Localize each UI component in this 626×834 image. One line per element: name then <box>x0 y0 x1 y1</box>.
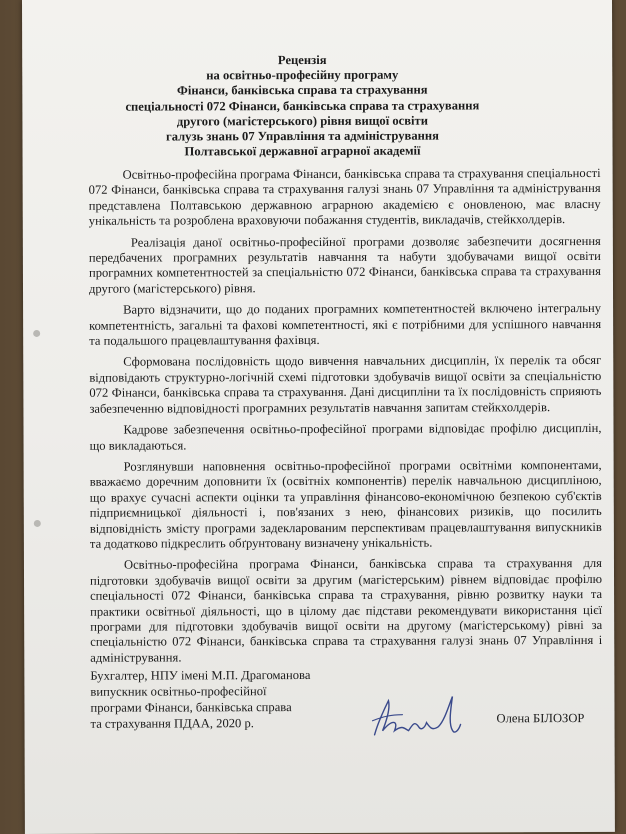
title-line: галузь знань 07 Управління та адміністрування <box>165 128 440 144</box>
title-line: на освітньо-професійну програму <box>206 67 399 83</box>
document-title <box>22 52 582 160</box>
paragraph: Освітньо-професійна програма Фінанси, банківська справа та страхування спеціальності 072 Фінанси, банківська справа та страхування галузі знань 07 Управління та адміністрування представлена Полтавською державною аграрною академією є оновленою, має власну унікальність та розроблена враховуючи побажання студентів, викладачів, стейкхолдерів. <box>88 165 601 228</box>
title-line: Рецензія <box>277 52 327 68</box>
paragraph: Реалізація даної освітньо-професійної програми дозволяє забезпечити досягнення передбачених програмних результатів навчання та набути здобувачами вищої освіти програмних компетентностей за спеціальністю 072 Фінанси, банківська справа та страхування другого (магістерського) рівня. <box>88 233 601 296</box>
paragraph: Освітньо-професійна програма Фінанси, банківська справа та страхування для підготовки здобувачів вищої освіти за другим (магістерським) рівнем відповідає профілю спеціальності 072 Фінанси, банківська справа та страхування, рівню розвитку науки та практики освітньої діяльності, що в цілому дає підстави рекомендувати використання цієї програми для підготовки здобувачів вищої освіти на другому (магістерському) рівні за спеціальністю 072 Фінанси, банківська справа та страхування галузі знань 07 Управління і адміністрування. <box>90 556 603 665</box>
title-line: Фінанси, банківська справа та страхування <box>177 82 428 98</box>
title-line: Полтавської державної аграрної академії <box>184 143 421 159</box>
reviewer-line: випускник освітньо-професійної <box>90 684 267 699</box>
signature-stroke <box>374 696 460 734</box>
review-document-page <box>22 0 615 834</box>
reviewer-line: програми Фінанси, банківська справа <box>90 700 292 715</box>
binding-hole-icon <box>34 520 41 527</box>
reviewer-line: та страхування ПДАА, 2020 р. <box>90 716 254 731</box>
title-line: другого (магістерського) рівня вищої освіти <box>176 113 428 129</box>
paragraph: Розглянувши наповнення освітньо-професійної програми освітніми компонентами, вважаємо доречним доповнити їх (освітніх компонентів) перелік навчальною дисципліною, що врахує сучасні аспекти оцінки та управління фінансово-економічною безпекою суб'єктів підприємницької діяльності і, пов'язаних з нею, фінансових ризиків, що посилить відповідність змісту програми задекларованим перспективам працевлаштування випускників та додатково підкреслить обґрунтовану визначену унікальність. <box>89 457 602 551</box>
paragraph: Сформована послідовність щодо вивчення навчальних дисциплін, їх перелік та обсяг відповідають структурно-логічній схемі підготовки здобувачів вищої освіти за спеціальністю 072 Фінанси, банківська справа та страхування. Дані дисципліни та їх послідовність сприяють забезпеченню відповідності програмних результатів навчання запитам стейкхолдерів. <box>89 353 602 416</box>
reviewer-line: Бухгалтер, НПУ імені М.П. Драгоманова <box>90 667 311 683</box>
paragraph: Варто відзначити, що до поданих програмних компетентностей включено інтегральну компетентність, загальні та фахові компетентності, які є потрібними для успішного навчання та подальшого працевлаштування фахівця. <box>89 301 602 348</box>
binding-hole-icon <box>33 330 40 337</box>
reviewer-credentials <box>90 667 350 732</box>
handwritten-signature-icon <box>368 690 464 742</box>
title-line: спеціальності 072 Фінанси, банківська справа та страхування <box>125 98 480 114</box>
signer-name: Олена БІЛОЗОР <box>496 711 585 726</box>
review-body <box>89 166 603 672</box>
paragraph: Кадрове забезпечення освітньо-професійної програми відповідає профілю дисциплін, що викладаються. <box>89 421 602 453</box>
